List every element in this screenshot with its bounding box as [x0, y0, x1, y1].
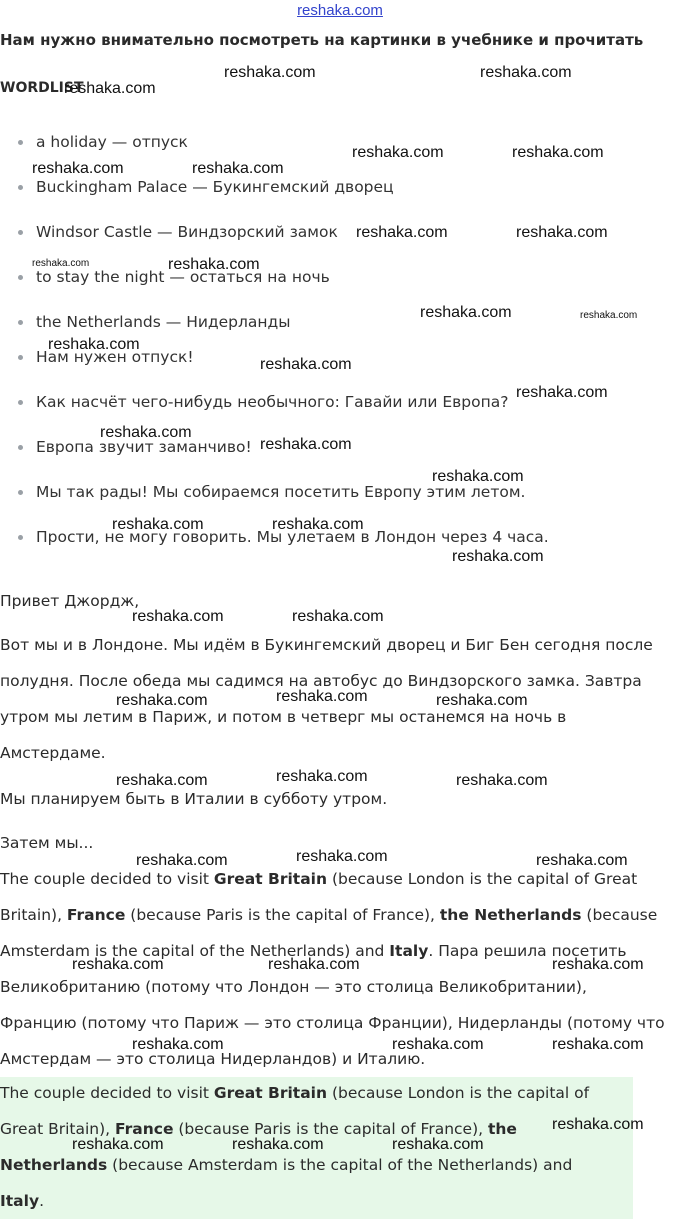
watermark: reshaka.com — [72, 1136, 164, 1153]
watermark: reshaka.com — [132, 1036, 224, 1053]
watermark: reshaka.com — [436, 692, 528, 709]
list-item: Как насчёт чего-нибудь необычного: Гавайи или Европа? — [18, 393, 490, 411]
list-item: the Netherlands — Нидерланды — [18, 313, 273, 331]
watermark: reshaka.com — [480, 64, 572, 81]
list-item: to stay the night — остаться на ночь — [18, 268, 312, 286]
list-item: Нам нужен отпуск! — [18, 348, 176, 366]
letter-line: полудня. После обеда мы садимся на автобус до Виндзорского замка. Завтра — [0, 672, 642, 690]
bullet-icon — [18, 275, 23, 280]
watermark: reshaka.com — [452, 548, 544, 565]
bullet-icon — [18, 445, 23, 450]
watermark: reshaka.com — [516, 384, 608, 401]
watermark: reshaka.com — [432, 468, 524, 485]
answer-line: Amsterdam is the capital of the Netherlands) and Italy. Пара решила посетить — [0, 942, 627, 960]
watermark: reshaka.com — [116, 692, 208, 709]
watermark: reshaka.com — [224, 64, 316, 81]
letter-line: утром мы летим в Париж, и потом в четверг мы останемся на ночь в — [0, 708, 567, 726]
watermark: reshaka.com — [100, 424, 192, 441]
letter-closing: Затем мы... — [0, 834, 94, 852]
watermark: reshaka.com — [272, 516, 364, 533]
watermark: reshaka.com — [232, 1136, 324, 1153]
letter-line: Амстердаме. — [0, 744, 106, 762]
intro-text: Нам нужно внимательно посмотреть на картинки в учебнике и прочитать — [0, 31, 644, 49]
watermark: reshaka.com — [32, 258, 90, 269]
wordlist-heading: WORDLIST — [0, 80, 84, 96]
watermark: reshaka.com — [392, 1036, 484, 1053]
answer-box-line: The couple decided to visit Great Britain (because London is the capital of — [0, 1084, 590, 1102]
answer-line: The couple decided to visit Great Britain (because London is the capital of Great — [0, 870, 638, 888]
answer-box-line: Great Britain), France (because Paris is the capital of France), the — [0, 1120, 517, 1138]
list-item: Прости, не могу говорить. Мы улетаем в Лондон через 4 часа. — [18, 528, 531, 546]
answer-line: Britain), France (because Paris is the capital of France), the Netherlands (because — [0, 906, 658, 924]
answer-line: Амстердам — это столица Нидерландов) и Италию. — [0, 1050, 426, 1068]
watermark: reshaka.com — [536, 852, 628, 869]
watermark: reshaka.com — [352, 144, 444, 161]
bullet-icon — [18, 400, 23, 405]
watermark: reshaka.com — [552, 1036, 644, 1053]
bullet-icon — [18, 230, 23, 235]
watermark: reshaka.com — [456, 772, 548, 789]
letter-line-italy: Мы планируем быть в Италии в субботу утром. — [0, 790, 388, 808]
list-item: a holiday — отпуск — [18, 133, 170, 151]
bullet-icon — [18, 535, 23, 540]
watermark: reshaka.com — [132, 608, 224, 625]
watermark: reshaka.com — [516, 224, 608, 241]
list-item: Buckingham Palace — Букингемский дворец — [18, 178, 376, 196]
watermark: reshaka.com — [260, 356, 352, 373]
list-item: Windsor Castle — Виндзорский замок — [18, 223, 320, 241]
bullet-icon — [18, 355, 23, 360]
watermark: reshaka.com — [512, 144, 604, 161]
watermark: reshaka.com — [192, 160, 284, 177]
watermark: reshaka.com — [168, 256, 260, 273]
watermark: reshaka.com — [260, 436, 352, 453]
watermark: reshaka.com — [296, 848, 388, 865]
letter-line: Вот мы и в Лондоне. Мы идём в Букингемский дворец и Биг Бен сегодня после — [0, 636, 653, 654]
watermark: reshaka.com — [116, 772, 208, 789]
bullet-icon — [18, 185, 23, 190]
watermark: reshaka.com — [64, 80, 156, 97]
bullet-icon — [18, 320, 23, 325]
list-item: Мы так рады! Мы собираемся посетить Европу этим летом. — [18, 483, 507, 501]
answer-box-line: Netherlands (because Amsterdam is the capital of the Netherlands) and — [0, 1156, 573, 1174]
answer-line: Великобританию (потому что Лондон — это столица Великобритании), — [0, 978, 587, 996]
watermark: reshaka.com — [580, 310, 638, 321]
watermark: reshaka.com — [268, 956, 360, 973]
letter-greeting: Привет Джордж, — [0, 592, 140, 610]
site-header-link[interactable]: reshaka.com — [297, 2, 383, 19]
watermark: reshaka.com — [392, 1136, 484, 1153]
watermark: reshaka.com — [112, 516, 204, 533]
answer-box-line: Italy. — [0, 1192, 44, 1210]
watermark: reshaka.com — [356, 224, 448, 241]
bullet-icon — [18, 490, 23, 495]
watermark: reshaka.com — [276, 688, 368, 705]
watermark: reshaka.com — [32, 160, 124, 177]
bullet-icon — [18, 140, 23, 145]
watermark: reshaka.com — [48, 336, 140, 353]
watermark: reshaka.com — [552, 1116, 644, 1133]
watermark: reshaka.com — [552, 956, 644, 973]
watermark: reshaka.com — [292, 608, 384, 625]
watermark: reshaka.com — [276, 768, 368, 785]
answer-line: Францию (потому что Париж — это столица Франции), Нидерланды (потому что — [0, 1014, 665, 1032]
watermark: reshaka.com — [136, 852, 228, 869]
watermark: reshaka.com — [72, 956, 164, 973]
list-item: Европа звучит заманчиво! — [18, 438, 234, 456]
watermark: reshaka.com — [420, 304, 512, 321]
